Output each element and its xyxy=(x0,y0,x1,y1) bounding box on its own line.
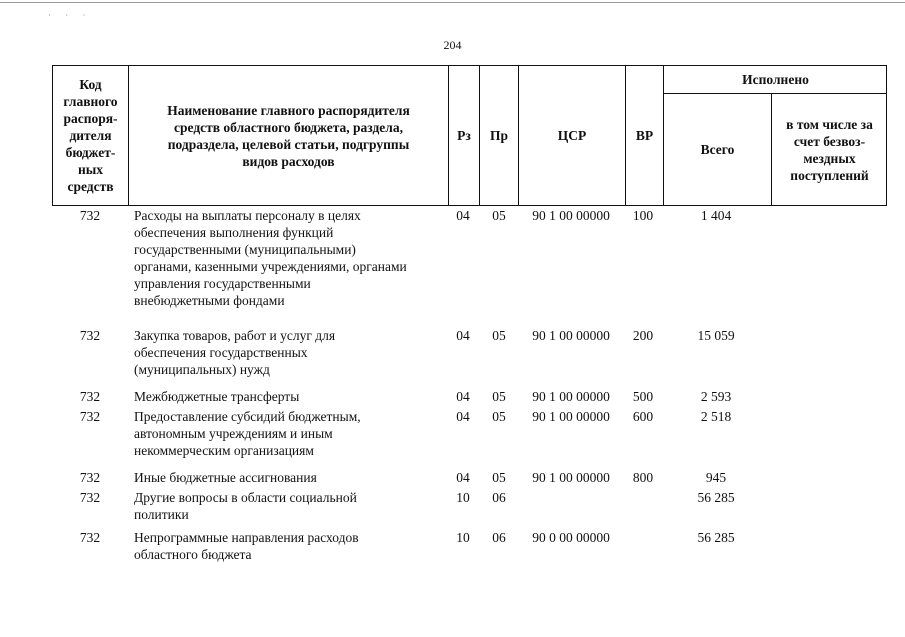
cell-code: 732 xyxy=(79,328,101,343)
cell-csr: 90 0 00 00000 xyxy=(532,530,610,545)
cell-vr: 500 xyxy=(632,389,654,404)
cell-code: 732 xyxy=(79,490,101,505)
table-row xyxy=(52,206,887,326)
cell-csr: 90 1 00 00000 xyxy=(532,208,610,223)
cell-rz: 04 xyxy=(456,208,470,223)
cell-total: 1 404 xyxy=(700,208,732,223)
cell-total: 15 059 xyxy=(697,328,735,343)
header-gratuitous: в том числе за счет безвоз- мездных поступлений xyxy=(786,116,873,183)
table-row xyxy=(52,488,887,528)
cell-pr: 06 xyxy=(492,490,506,505)
header-pr: Пр xyxy=(489,128,508,143)
cell-total: 56 285 xyxy=(697,490,735,505)
cell-code: 732 xyxy=(79,409,101,424)
cell-csr: 90 1 00 00000 xyxy=(532,389,610,404)
header-total: Всего xyxy=(700,142,735,157)
header-csr: ЦСР xyxy=(557,128,587,143)
cell-total: 2 518 xyxy=(700,409,732,424)
cell-pr: 05 xyxy=(492,409,506,424)
cell-csr: 90 1 00 00000 xyxy=(532,409,610,424)
cell-name: Иные бюджетные ассигнования xyxy=(134,470,317,485)
cell-code: 732 xyxy=(79,389,101,404)
cell-code: 732 xyxy=(79,208,101,223)
scan-artifacts: · · · xyxy=(48,10,92,20)
cell-total: 2 593 xyxy=(700,389,732,404)
cell-pr: 05 xyxy=(492,208,506,223)
cell-vr: 200 xyxy=(632,328,654,343)
cell-pr: 05 xyxy=(492,470,506,485)
cell-total: 56 285 xyxy=(697,530,735,545)
cell-name: Непрограммные направления расходов областного бюджета xyxy=(134,530,359,562)
cell-rz: 04 xyxy=(456,409,470,424)
cell-rz: 10 xyxy=(456,490,470,505)
table-row xyxy=(52,468,887,488)
scan-top-rule xyxy=(0,2,905,3)
cell-vr: 100 xyxy=(632,208,654,223)
table-body xyxy=(52,206,887,568)
cell-total: 945 xyxy=(705,470,727,485)
header-rz: Рз xyxy=(457,128,471,143)
header-name: Наименование главного распорядителя средств областного бюджета, раздела, подраздела, целевой статьи, подгруппы видов расходов xyxy=(167,102,410,169)
cell-name: Другие вопросы в области социальной политики xyxy=(134,490,357,522)
cell-pr: 05 xyxy=(492,328,506,343)
cell-name: Межбюджетные трансферты xyxy=(134,389,300,404)
cell-rz: 04 xyxy=(456,328,470,343)
cell-rz: 04 xyxy=(456,389,470,404)
table-row xyxy=(52,326,887,387)
cell-name: Расходы на выплаты персоналу в целях обеспечения выполнения функций государственными (муниципальными) органами, казенными учреждениями, органами управления государственными внебюджетными фондами xyxy=(134,208,407,308)
page-number: 204 xyxy=(443,38,462,52)
cell-name: Предоставление субсидий бюджетным, автономным учреждениям и иным некоммерческим организациям xyxy=(134,409,361,458)
cell-rz: 10 xyxy=(456,530,470,545)
cell-code: 732 xyxy=(79,470,101,485)
header-code: Код главного распоря- дителя бюджет- ных средств xyxy=(63,77,118,194)
cell-vr: 800 xyxy=(632,470,654,485)
cell-csr: 90 1 00 00000 xyxy=(532,328,610,343)
cell-name: Закупка товаров, работ и услуг для обеспечения государственных (муниципальных) нужд xyxy=(134,328,336,377)
cell-csr: 90 1 00 00000 xyxy=(532,470,610,485)
cell-rz: 04 xyxy=(456,470,470,485)
cell-code: 732 xyxy=(79,530,101,545)
table-row xyxy=(52,387,887,407)
table-row xyxy=(52,407,887,468)
header-executed: Исполнено xyxy=(742,72,809,87)
table-row xyxy=(52,528,887,568)
header-vr: ВР xyxy=(635,128,654,143)
table-header xyxy=(52,65,887,206)
cell-pr: 05 xyxy=(492,389,506,404)
cell-vr: 600 xyxy=(632,409,654,424)
cell-pr: 06 xyxy=(492,530,506,545)
